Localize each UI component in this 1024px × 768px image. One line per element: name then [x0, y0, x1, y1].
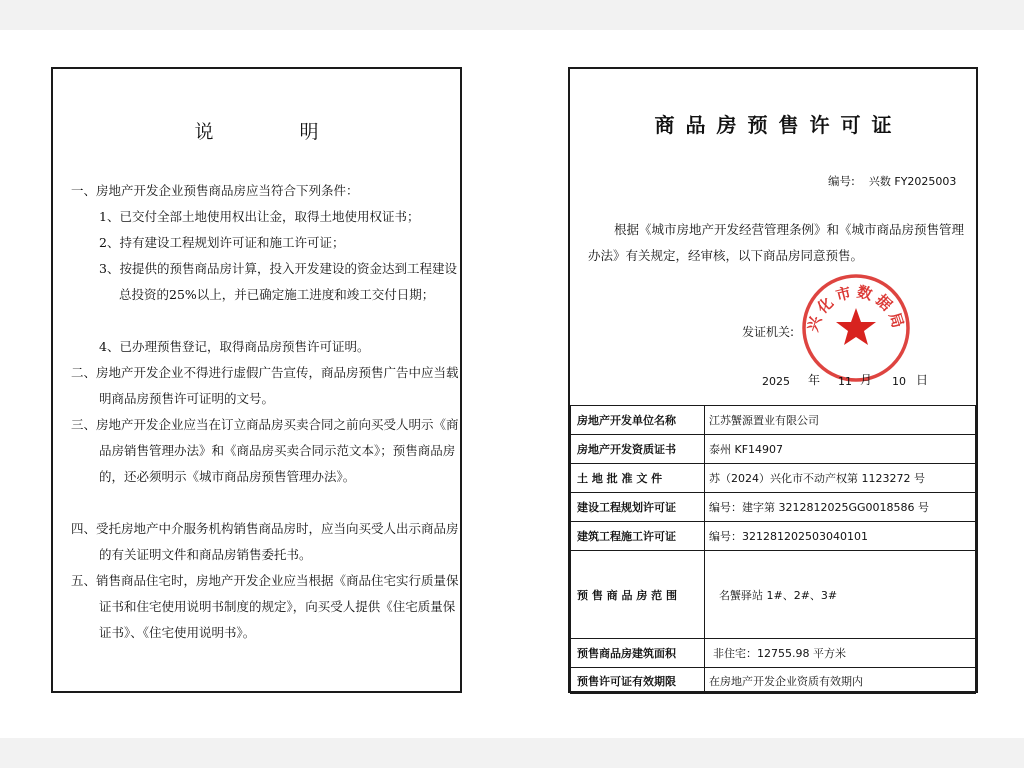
- table-row: [571, 406, 976, 435]
- issue-day-unit: 日: [916, 373, 929, 387]
- row-value: 泰州 KF14907: [705, 435, 976, 464]
- row-label: 预 售 商 品 房 范 围: [571, 551, 705, 639]
- instruction-item: 二、房地产开发企业不得进行虚假广告宣传，商品房预售广告中应当载明商品房预售许可证明的文号。: [71, 365, 459, 406]
- certificate-number: [828, 173, 956, 189]
- instruction-item: 2、持有建设工程规划许可证和施工许可证；: [99, 235, 345, 250]
- table-row: [571, 639, 976, 668]
- permit-intro-text: 根据《城市房地产开发经营管理条例》和《城市商品房预售管理办法》有关规定，经审核，以下商品房同意预售。: [588, 222, 965, 263]
- row-label: 建筑工程施工许可证: [571, 522, 705, 551]
- table-row: [571, 522, 976, 551]
- row-label: 建设工程规划许可证: [571, 493, 705, 522]
- row-label: 房地产开发资质证书: [571, 435, 705, 464]
- row-value: 江苏蟹源置业有限公司: [705, 406, 976, 435]
- seal-text: 兴化市数据局: [803, 282, 909, 334]
- document-page: [0, 30, 1024, 738]
- issue-year-unit: 年: [808, 373, 821, 387]
- certificate-number-label: 编号:: [828, 174, 855, 188]
- row-label: 预售许可证有效期限: [571, 668, 705, 694]
- official-seal-icon: [800, 272, 912, 384]
- row-value: 非住宅：12755.98 平方米: [705, 639, 976, 668]
- instruction-item: 三、房地产开发企业应当在订立商品房买卖合同之前向买受人明示《商品房销售管理办法》和《商品房买卖合同示范文本》；预售商品房的，还必须明示《城市商品房预售管理办法》。: [71, 417, 459, 484]
- issue-year: 2025: [762, 375, 790, 388]
- table-row: [571, 464, 976, 493]
- row-label: 房地产开发单位名称: [571, 406, 705, 435]
- row-value: 苏（2024）兴化市不动产权第 1123272 号: [705, 464, 976, 493]
- certificate-number-value: 兴数 FY2025003: [868, 175, 957, 188]
- row-label: 土 地 批 准 文 件: [571, 464, 705, 493]
- table-row: [571, 493, 976, 522]
- instruction-item: 四、受托房地产中介服务机构销售商品房时，应当向买受人出示商品房的有关证明文件和商品房销售委托书。: [71, 521, 459, 562]
- instruction-item: 一、房地产开发企业预售商品房应当符合下列条件：: [71, 183, 359, 198]
- instruction-item: 3、按提供的预售商品房计算，投入开发建设的资金达到工程建设总投资的25%以上，并已确定施工进度和竣工交付日期；: [99, 261, 457, 302]
- row-value: 编号：建字第 3212812025GG0018586 号: [705, 493, 976, 522]
- issue-month: 11: [838, 375, 852, 388]
- instruction-item: 4、已办理预售登记，取得商品房预售许可证明。: [99, 339, 370, 354]
- row-value: 在房地产开发企业资质有效期内: [705, 668, 976, 694]
- permit-details-table: [570, 405, 976, 694]
- issuing-authority-label: 发证机关:: [742, 325, 795, 339]
- instruction-item: 五、销售商品住宅时，房地产开发企业应当根据《商品住宅实行质量保证书和住宅使用说明书制度的规定》，向买受人提供《住宅质量保证书》、《住宅使用说明书》。: [71, 573, 459, 640]
- presale-permit-panel: [568, 67, 978, 693]
- issue-day: 10: [892, 375, 906, 388]
- issue-month-unit: 月: [860, 373, 873, 387]
- table-row: [571, 435, 976, 464]
- permit-title: 商品房预售许可证: [654, 113, 903, 137]
- instruction-item: 1、已交付全部土地使用权出让金，取得土地使用权证书；: [99, 209, 420, 224]
- row-value: 编号：321281202503040101: [705, 522, 976, 551]
- table-row: [571, 551, 976, 639]
- row-label: 预售商品房建筑面积: [571, 639, 705, 668]
- table-row: [571, 668, 976, 694]
- row-value: 名蟹驿站 1#、2#、3#: [705, 551, 976, 639]
- instructions-title: 说 明: [194, 121, 359, 143]
- instructions-panel: [51, 67, 462, 693]
